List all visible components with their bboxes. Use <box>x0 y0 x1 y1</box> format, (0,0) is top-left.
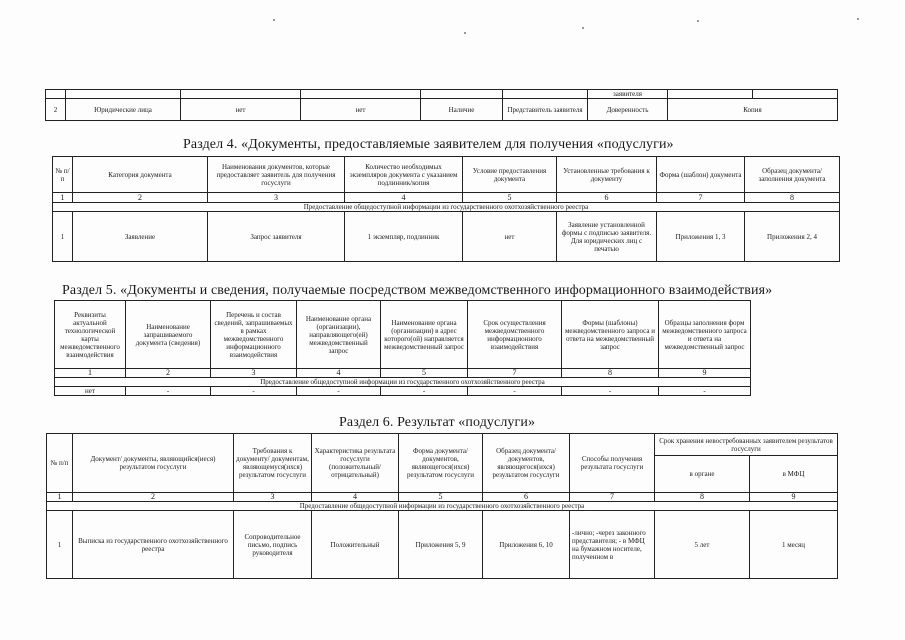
column-header: № п/п <box>47 434 73 493</box>
column-number: 6 <box>483 493 570 502</box>
column-number: 8 <box>562 369 659 378</box>
cell: Копия <box>668 99 838 121</box>
section6-table <box>46 433 838 579</box>
section4-table <box>52 156 840 262</box>
cell <box>753 90 838 99</box>
service-subheader: Предоставление общедоступной информации из государственного охотхозяйственного реестра <box>47 502 838 511</box>
column-number: 3 <box>208 193 345 203</box>
column-number: 1 <box>47 493 73 502</box>
section5-title: Раздел 5. «Документы и сведения, получаемые посредством межведомственного информационного взаимодействия» <box>62 283 773 298</box>
cell-number: 1 <box>53 212 73 262</box>
cell: нет <box>181 99 301 121</box>
cell: Доверенность <box>588 99 668 121</box>
service-subheader: Предоставление общедоступной информации из государственного охотхозяйственного реестра <box>55 378 751 387</box>
column-header: Требования к документу/ документам, являющемуся(ихся) результатом госуслуги <box>234 434 312 493</box>
cell: Юридические лица <box>66 99 181 121</box>
column-number: 5 <box>381 369 468 378</box>
column-header: Срок хранения невостребованных заявителем результатов госуслуги <box>655 434 838 456</box>
cell: - <box>659 387 751 396</box>
cell: Заявление установленной формы с подписью заявителя. Для юридических лиц с печатью <box>557 212 657 262</box>
column-header: Наименования документов, которые предоставляет заявитель для получения госуслуги <box>208 157 345 193</box>
column-number: 3 <box>211 369 297 378</box>
scan-speck <box>273 19 275 21</box>
cell: - <box>381 387 468 396</box>
column-number: 9 <box>659 369 751 378</box>
column-number: 9 <box>750 493 838 502</box>
column-number: 4 <box>312 493 399 502</box>
column-header: Количество необходимых экземпляров документа с указанием подлинник/копия <box>345 157 463 193</box>
column-header: Форма (шаблон) документа <box>657 157 745 193</box>
column-number: 4 <box>345 193 463 203</box>
cell: нет <box>55 387 126 396</box>
column-header: Характеристика результата госуслуги (положительный/ отрицательный) <box>312 434 399 493</box>
scan-speck <box>697 20 699 22</box>
section6-title: Раздел 6. Результат «подуслуги» <box>339 415 536 430</box>
cell: - <box>297 387 381 396</box>
cell <box>301 90 421 99</box>
cell: Запрос заявителя <box>208 212 345 262</box>
cell: заявителя <box>588 90 668 99</box>
column-header: Наименование органа (организации) в адрес которого(ой) направляется межведомственный запрос <box>381 301 468 369</box>
column-number: 1 <box>53 193 73 203</box>
column-number: 4 <box>297 369 381 378</box>
cell: нет <box>301 99 421 121</box>
column-number: 6 <box>557 193 657 203</box>
cell <box>421 90 503 99</box>
column-header: Срок осуществления межведомственного информационного взаимодействия <box>468 301 562 369</box>
cell-number: 2 <box>46 99 66 121</box>
cell: Выписка из государственного охотхозяйственного реестра <box>73 511 234 579</box>
column-number: 8 <box>745 193 840 203</box>
cell-number: 1 <box>47 511 73 579</box>
column-header: Образец документа/ документов, являющегося(ихся) результатом госуслуги <box>483 434 570 493</box>
column-header: Образец документа/заполнения документа <box>745 157 840 193</box>
column-number: 2 <box>73 493 234 502</box>
column-header: Форма документа/ документов, являющегося(ихся) результатом госуслуги <box>399 434 483 493</box>
cell <box>503 90 588 99</box>
column-header: Наименование запрашиваемого документа (сведения) <box>126 301 211 369</box>
column-header: Формы (шаблоны) межведомственного запроса и ответа на межведомственный запрос <box>562 301 659 369</box>
column-header: в органе <box>655 456 750 493</box>
scan-speck <box>464 32 466 34</box>
column-number: 5 <box>399 493 483 502</box>
column-header: Документ/ документы, являющийся(иеся) результатом госуслуги <box>73 434 234 493</box>
column-header: в МФЦ <box>750 456 838 493</box>
cell: - <box>562 387 659 396</box>
column-header: Реквизиты актуальной технологической карты межведомственного взаимодействия <box>55 301 126 369</box>
cell: Приложения 5, 9 <box>399 511 483 579</box>
column-number: 3 <box>234 493 312 502</box>
column-header: Способы получения результата госуслуги <box>570 434 655 493</box>
cell: -лично; -через законного представителя; - в МФЦ на бумажном носителе, полученном в <box>570 511 655 579</box>
cell: Приложения 2, 4 <box>745 212 840 262</box>
cell: - <box>126 387 211 396</box>
column-number: 1 <box>55 369 126 378</box>
table-top-fragment <box>45 89 838 121</box>
cell: 1 месяц <box>750 511 838 579</box>
column-header: Категория документа <box>73 157 208 193</box>
cell: Сопроводительное письмо, подпись руководителя <box>234 511 312 579</box>
cell <box>668 90 753 99</box>
column-header: Образцы заполнения форм межведомственного запроса и ответа на межведомственный запрос <box>659 301 751 369</box>
scan-speck <box>582 27 584 29</box>
section4-title: Раздел 4. «Документы, предоставляемые заявителем для получения «подуслуги» <box>183 137 674 152</box>
cell: Положительный <box>312 511 399 579</box>
column-number: 8 <box>655 493 750 502</box>
scan-speck <box>857 18 859 20</box>
column-number: 2 <box>126 369 211 378</box>
column-header: Наименование органа (организации), направляющего(ей) межведомственный запрос <box>297 301 381 369</box>
column-number: 7 <box>468 369 562 378</box>
cell: 5 лет <box>655 511 750 579</box>
section5-table <box>54 300 751 396</box>
cell: Заявление <box>73 212 208 262</box>
column-number: 7 <box>657 193 745 203</box>
service-subheader: Предоставление общедоступной информации из государственного охотхозяйственного реестра <box>53 203 840 212</box>
column-number: 2 <box>73 193 208 203</box>
cell: Приложения 6, 10 <box>483 511 570 579</box>
cell: 1 экземпляр, подлинник <box>345 212 463 262</box>
cell: Представитель заявителя <box>503 99 588 121</box>
column-header: № п/п <box>53 157 73 193</box>
column-number: 5 <box>463 193 557 203</box>
cell <box>46 90 66 99</box>
cell: - <box>468 387 562 396</box>
cell: Приложения 1, 3 <box>657 212 745 262</box>
column-header: Установленные требования к документу <box>557 157 657 193</box>
cell <box>181 90 301 99</box>
column-header: Условие предоставления документа <box>463 157 557 193</box>
cell <box>66 90 181 99</box>
column-header: Перечень и состав сведений, запрашиваемых в рамках межведомственного информационного взаимодействия <box>211 301 297 369</box>
cell: - <box>211 387 297 396</box>
cell: Наличие <box>421 99 503 121</box>
column-number: 7 <box>570 493 655 502</box>
cell: нет <box>463 212 557 262</box>
